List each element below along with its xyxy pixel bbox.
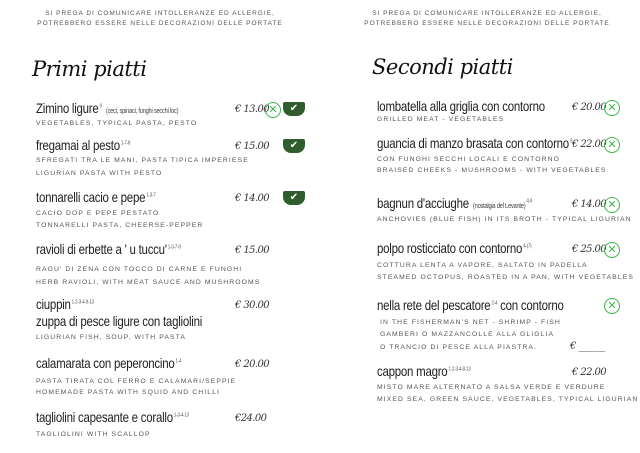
dish-name: tonnarelli cacio e pepe [36,189,146,205]
dish-description: PASTA TIRATA COL FERRO E CALAMARI/SEPPIE [36,378,237,385]
allergen-codes: 1-2-3-4-8-13 [447,366,471,373]
dish-price: € 15.00 [235,245,269,256]
dish-note: (nostalgia del Levante) [472,203,526,210]
dish-title [36,137,130,153]
dish-price: €24.00 [235,413,267,424]
dish-name: calamarata con peperoncino [36,355,175,371]
allergen-codes: 1-3-7 [145,192,156,199]
dish-price: € 30.00 [235,300,269,311]
allergy-notice-right [337,9,637,29]
dish-description: HOMEMADE PASTA WITH SQUID AND CHILLI [36,389,220,396]
dish-name: guancia di manzo brasata con contorno [377,135,569,151]
vegan-badge-icon: ✔ [283,102,305,116]
primi-heading: Primi piatti [32,57,147,81]
secondi-heading: Secondi piatti [372,55,513,79]
allergen-codes: 1-3-7-9 [166,244,181,251]
dish-title [377,297,564,313]
dish-name: lombatella alla griglia con contorno [377,98,545,114]
dish-name-suffix: con contorno [497,297,564,313]
dish-title [377,98,545,114]
dish-description: GAMBERI O MAZZANCOLLE ALLA GLIGLIA [380,331,555,338]
gluten-free-icon: ✕ [604,242,620,258]
notice-line: SI PREGA DI COMUNICARE INTOLLERANZE ED ALLERGIE, [45,10,275,17]
notice-line: POTREBBERO ESSERE NELLE DECORAZIONI DELLE PORTATE [364,20,610,27]
dish-title [36,241,181,257]
dish-description: STEAMED OCTOPUS, ROASTED IN A PAN, WITH VEGETABLES [377,274,635,281]
dish-price: € 22.00 [572,367,606,378]
dish-title [377,240,531,256]
allergen-codes: 1-3-4-13 [172,412,189,419]
dish-title [36,100,178,116]
dish-description: O TRANCIO DI PESCE ALLA PIASTRA. [380,344,538,351]
dish-description: IN THE FISHERMAN'S NET - SHRIMP - FISH [380,319,561,326]
dish-note: (ceci, spinaci, funghi secchi loc) [105,108,179,115]
allergen-codes: 4-9 [525,198,533,205]
dish-name: bagnun d'acciughe [377,195,469,211]
dish-name: nella rete del pescatore [377,297,491,313]
dish-price: € ______ [570,341,605,352]
dish-price: € 25.00 [572,244,606,255]
dish-description: RAGU' DI ZENA CON TOCCO DI CARNE E FUNGHI [36,266,243,273]
vegan-badge-icon: ✔ [283,191,305,205]
dish-title [377,195,532,211]
dish-description: GRILLED MEAT - VEGETABLES [377,116,505,123]
notice-line: POTREBBERO ESSERE NELLE DECORAZIONI DELLE PORTATE [37,20,283,27]
dish-description: MIXED SEA, GREEN SAUCE, VEGETABLES, TYPICAL LIGURIAN [377,396,639,403]
dish-description: TONNARELLI PASTA, CHEERSE-PEPPER [36,222,204,229]
dish-name: fregamai al pesto [36,137,120,153]
dish-title [377,363,471,379]
dish-title [36,355,181,371]
dish-description: MISTO MARE ALTERNATO A SALSA VERDE E VERDURE [377,384,606,391]
gluten-free-icon: ✕ [265,102,281,118]
dish-description: CACIO DOP E PEPE PESTATO [36,210,160,217]
gluten-free-icon: ✕ [604,137,620,153]
gluten-free-icon: ✕ [604,197,620,213]
allergen-codes: 2-4 [490,300,498,307]
allergen-codes: 1-4 [174,358,182,365]
allergen-codes: 1-7-8 [119,140,131,147]
allergen-codes: 9 [98,103,102,110]
gluten-free-icon: ✕ [604,298,620,314]
dish-price: € 22.00 [572,139,606,150]
dish-description: SFREGATI TRA LE MANI, PASTA TIPICA IMPERIESE [36,157,249,164]
dish-title [36,189,156,205]
allergen-codes: 4-(7) [522,243,532,250]
dish-description: LIGURIAN PASTA WITH PESTO [36,170,163,177]
dish-name: Zimino ligure [36,100,99,116]
dish-name: cappon magro [377,363,448,379]
dish-description: CON FUNGHI SECCHI LOCALI E CONTORNO [377,156,561,163]
dish-description: LIGURIAN FISH, SOUP, WITH PASTA [36,334,187,341]
dish-price: € 13.00 [235,104,269,115]
allergy-notice-left [10,9,310,29]
dish-name: ravioli di erbette a ' u tuccu' [36,241,167,257]
dish-title [36,296,94,312]
dish-description: ANCHOVIES (BLUE FISH) IN ITS BROTH - TYPICAL LIGURIAN [377,216,632,223]
dish-description: HERB RAVIOLI, WITH MEAT SAUCE AND MUSHROOMS [36,279,261,286]
gluten-free-icon: ✕ [604,100,620,116]
dish-price: € 15.00 [235,141,269,152]
dish-price: € 20.00 [572,102,606,113]
notice-line: SI PREGA DI COMUNICARE INTOLLERANZE ED ALLERGIE, [372,10,602,17]
allergen-codes: 1-2-3-4-9-13 [70,299,94,306]
dish-description: COTTURA LENTA A VAPORE, SALTATO IN PADELLA [377,262,588,269]
dish-description: BRAISED CHEEKS - MUSHROOMS - WITH VEGETABLES [377,167,607,174]
vegan-badge-icon: ✔ [283,139,305,153]
dish-subtitle: zuppa di pesce ligure con tagliolini [36,313,203,329]
dish-name: tagliolini capesante e corallo [36,409,173,425]
dish-description: VEGETABLES, TYPICAL PASTA, PESTO [36,120,198,127]
dish-price: € 14.00 [572,199,606,210]
dish-name: polpo rosticciato con contorno [377,240,523,256]
dish-name: ciuppin [36,296,71,312]
dish-title [36,409,189,425]
dish-title [377,135,572,151]
dish-price: € 14.00 [235,193,269,204]
dish-description: TAGLIOLINI WITH SCALLOP [36,431,151,438]
allergen-codes: 9 [568,138,573,145]
dish-price: € 20.00 [235,359,269,370]
